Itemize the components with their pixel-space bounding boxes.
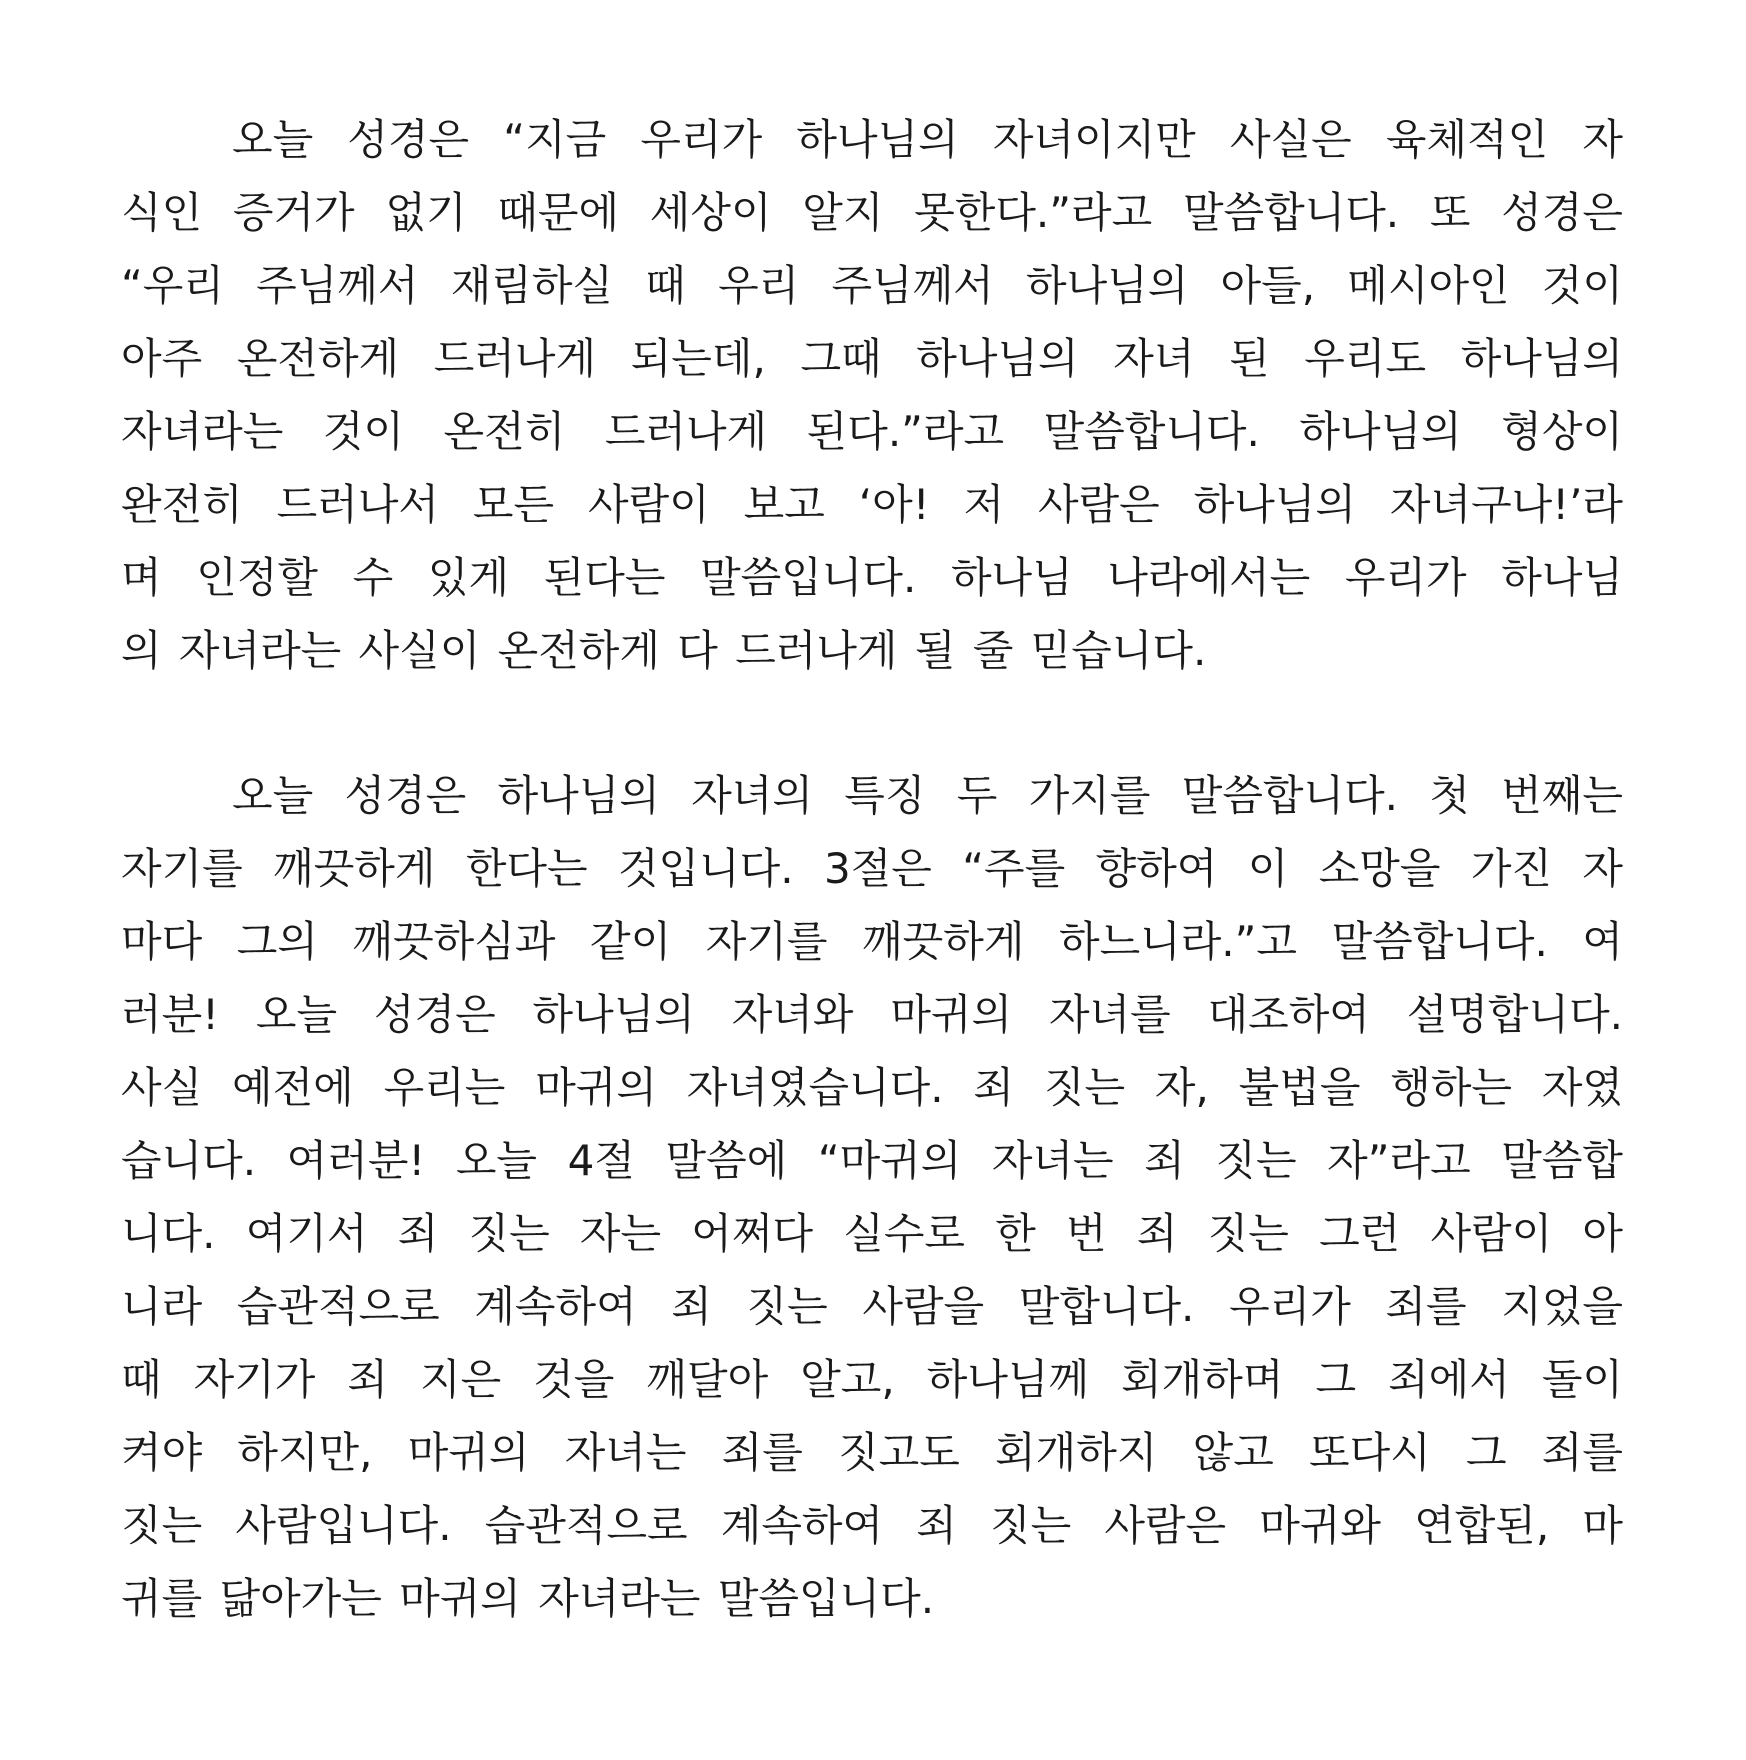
paragraph-line: 사실 예전에 우리는 마귀의 자녀였습니다. 죄 짓는 자, 불법을 행하는 자였 [121,1063,1623,1112]
paragraph-line: 니라 습관적으로 계속하여 죄 짓는 사람을 말합니다. 우리가 죄를 지었을 [121,1282,1623,1331]
paragraph-line: 오늘 성경은 “지금 우리가 하나님의 자녀이지만 사실은 육체적인 자 [232,115,1623,164]
paragraph-line: 자녀라는 것이 온전히 드러나게 된다.”라고 말씀합니다. 하나님의 형상이 [121,407,1623,456]
paragraph-2 [121,759,1623,1635]
paragraph-line: 자기를 깨끗하게 한다는 것입니다. 3절은 “주를 향하여 이 소망을 가진 자 [121,844,1623,893]
paragraph-line: 때 자기가 죄 지은 것을 깨달아 알고, 하나님께 회개하며 그 죄에서 돌이 [121,1355,1623,1404]
paragraph-line: 귀를 닮아가는 마귀의 자녀라는 말씀입니다. [121,1574,935,1623]
paragraph-line: 오늘 성경은 하나님의 자녀의 특징 두 가지를 말씀합니다. 첫 번째는 [232,771,1623,820]
paragraph-line: 러분! 오늘 성경은 하나님의 자녀와 마귀의 자녀를 대조하여 설명합니다. [121,990,1623,1039]
paragraph-line: 아주 온전하게 드러나게 되는데, 그때 하나님의 자녀 된 우리도 하나님의 [121,334,1623,383]
paragraph-line: 니다. 여기서 죄 짓는 자는 어쩌다 실수로 한 번 죄 짓는 그런 사람이 아 [121,1209,1623,1258]
paragraph-line: 의 자녀라는 사실이 온전하게 다 드러나게 될 줄 믿습니다. [121,626,1207,675]
paragraph-line: 짓는 사람입니다. 습관적으로 계속하여 죄 짓는 사람은 마귀와 연합된, 마 [121,1501,1623,1550]
paragraph-line: “우리 주님께서 재림하실 때 우리 주님께서 하나님의 아들, 메시아인 것이 [121,261,1623,310]
paragraph-line: 며 인정할 수 있게 된다는 말씀입니다. 하나님 나라에서는 우리가 하나님 [121,553,1623,602]
paragraph-line: 켜야 하지만, 마귀의 자녀는 죄를 짓고도 회개하지 않고 또다시 그 죄를 [121,1428,1623,1477]
paragraph-1 [121,103,1623,687]
paragraph-line: 습니다. 여러분! 오늘 4절 말씀에 “마귀의 자녀는 죄 짓는 자”라고 말씀합 [121,1136,1623,1185]
paragraph-line: 마다 그의 깨끗하심과 같이 자기를 깨끗하게 하느니라.”고 말씀합니다. 여 [121,917,1623,966]
paragraph-line: 완전히 드러나서 모든 사람이 보고 ‘아! 저 사람은 하나님의 자녀구나!’라 [121,480,1623,529]
paragraph-line: 식인 증거가 없기 때문에 세상이 알지 못한다.”라고 말씀합니다. 또 성경은 [121,188,1623,237]
